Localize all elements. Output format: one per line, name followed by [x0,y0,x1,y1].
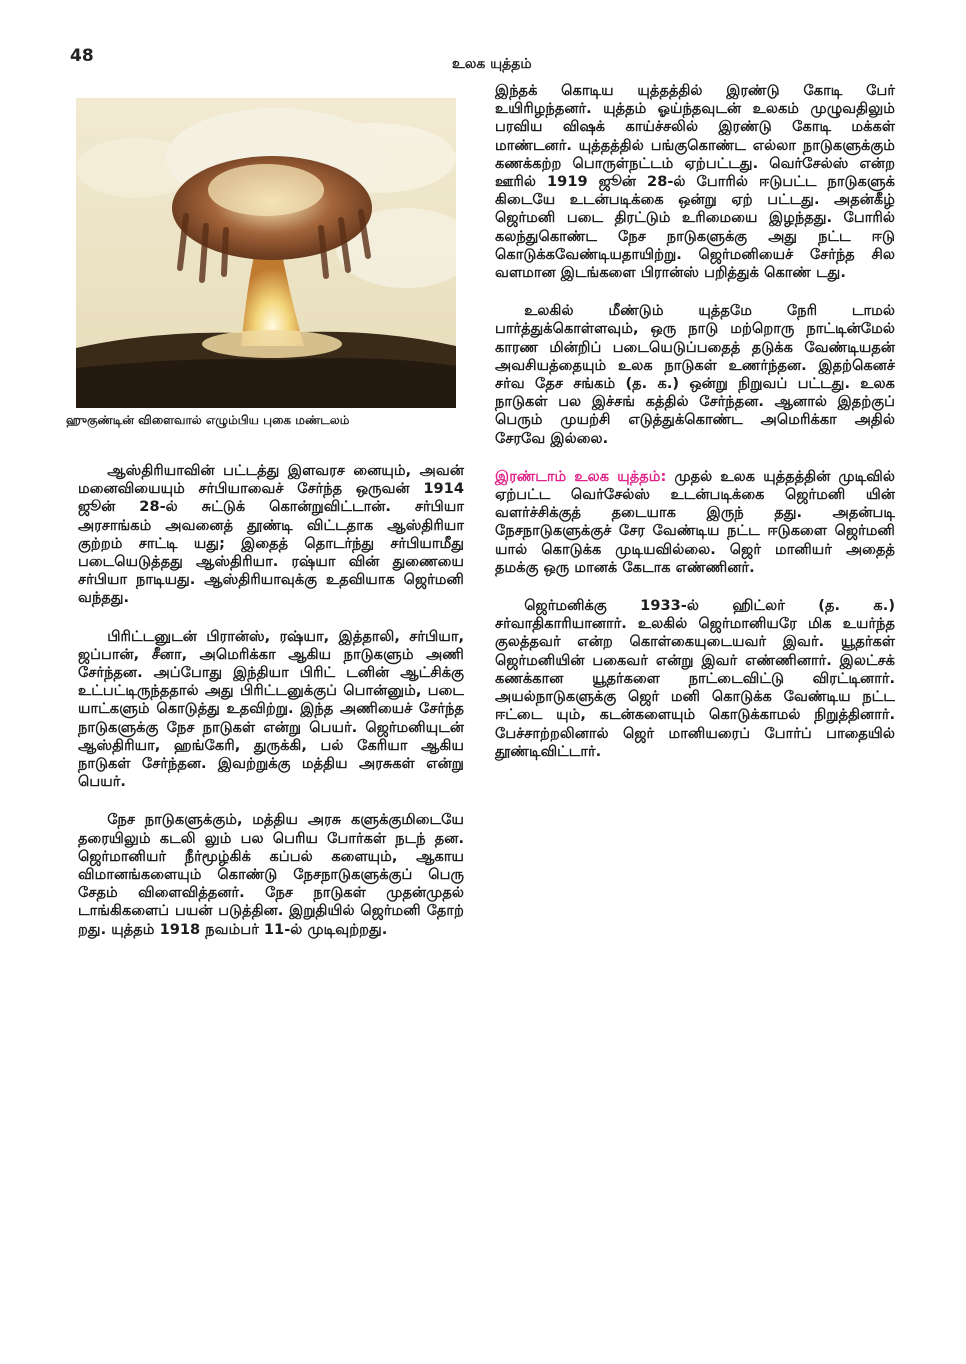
paragraph: ஜெர்மனிக்கு 1933-ல் ஹிட்லர் (த. க.) சர்வாதிகாரியானார். உலகில் ஜெர்மானியரே மிக உயர்ந்த குலத்தவர் என்ற கொள்கையுடையவர் இவர். யூதர்கள் ஜெர்மனியின் பகைவர் என்று இவர் எண்ணினார். இலட்சக் கணக்கான யூதர்களை நாட்டைவிட்டு விரட்டினார். அயல்நாடுகளுக்கு ஜெர் மனி கொடுக்க வேண்டிய நட்ட ஈட்டை யும், கடன்களையும் கொடுக்காமல் நிறுத்தினார். பேச்சாற்றலினால் ஜெர் மானியரைப் போர்ப் பாதையில் தூண்டிவிட்டார். [495,597,895,760]
paragraph: ஆஸ்திரியாவின் பட்டத்து இளவரச னையும், அவன் மனைவியையும் சர்பியாவைச் சேர்ந்த ஒருவன் 1914 ஜூன் 28-ல் சுட்டுக் கொன்றுவிட்டான். சர்பியா அரசாங்கம் அவனைத் தூண்டி விட்டதாக ஆஸ்திரியா குற்றம் சாட்டி யது; இதைத் தொடர்ந்து சர்பியாமீது படையெடுத்தது ஆஸ்திரியா. ரஷ்யா வின் துணையை சர்பியா நாடியது. ஆஸ்திரியாவுக்கு உதவியாக ஜெர்மனி வந்தது. [78,462,464,607]
right-column [495,82,895,781]
figure-caption: ஹுகுண்டின் விளைவால் எழும்பிய புகை மண்டலம் [66,413,350,427]
left-column [78,462,464,959]
paragraph: பிரிட்டனுடன் பிரான்ஸ், ரஷ்யா, இத்தாலி, சர்பியா, ஜப்பான், சீனா, அமெரிக்கா ஆகிய நாடுகளும் அணி சேர்ந்தன. அப்போது இந்தியா பிரிட் டனின் ஆட்சிக்கு உட்பட்டிருந்ததால் அது பிரிட்டனுக்குப் பொன்னும், படை யாட்களும் கொடுத்து உதவிற்று. இந்த அணியைச் சேர்ந்த நாடுகளுக்கு நேச நாடுகள் என்று பெயர். ஜெர்மனியுடன் ஆஸ்திரியா, ஹங்கேரி, துருக்கி, பல் கேரியா ஆகிய நாடுகள் சேர்ந்தன. இவற்றுக்கு மத்திய அரசுகள் என்று பெயர். [78,627,464,791]
running-title: உலக யுத்தம் [452,56,532,72]
paragraph: இந்தக் கொடிய யுத்தத்தில் இரண்டு கோடி பேர் உயிரிழந்தனர். யுத்தம் ஓய்ந்தவுடன் உலகம் முழுவதிலும் பரவிய விஷக் காய்ச்சலில் இரண்டு கோடி மக்கள் மாண்டனர். யுத்தத்தில் பங்குகொண்ட எல்லா நாடுகளுக்கும் கணக்கற்ற பொருள்நட்டம் ஏற்பட்டது. வெர்சேல்ஸ் என்ற ஊரில் 1919 ஜூன் 28-ல் போரில் ஈடுபட்ட நாடுகளுக் கிடையே உடன்படிக்கை ஒன்று ஏற் பட்டது. அதன்கீழ் ஜெர்மனி படை திரட்டும் உரிமையை இழந்தது. போரில் கலந்துகொண்ட நேச நாடுகளுக்கு அது நட்ட ஈடு கொடுக்கவேண்டியதாயிற்று. ஜெர்மனியைச் சேர்ந்த சில வளமான இடங்களை பிரான்ஸ் பறித்துக் கொண் டது. [495,82,895,282]
page-number: 48 [70,46,94,66]
mushroom-cloud-illustration [76,98,456,408]
section-heading: இரண்டாம் உலக யுத்தம்: [495,467,667,485]
paragraph: உலகில் மீண்டும் யுத்தமே நேரி டாமல் பார்த்துக்கொள்ளவும், ஒரு நாடு மற்றொரு நாட்டின்மேல் காரண மின்றிப் படையெடுப்பதைத் தடுக்க வேண்டியதன் அவசியத்தையும் உலக நாடுகள் உணர்ந்தன. இதற்கெனச் சர்வ தேச சங்கம் (த. க.) ஒன்று நிறுவப் பட்டது. உலக நாடுகள் பல இச்சங் கத்தில் சேர்ந்தன. ஆனால் இதற்குப் பெரும் முயற்சி எடுத்துக்கொண்ட அமெரிக்கா அதில் சேரவே இல்லை. [495,302,895,447]
section-paragraph [495,468,895,577]
paragraph: நேச நாடுகளுக்கும், மத்திய அரசு களுக்குமிடையே தரையிலும் கடலி லும் பல பெரிய போர்கள் நடந் தன. ஜெர்மானியர் நீர்மூழ்கிக் கப்பல் களையும், ஆகாய விமானங்களையும் கொண்டு நேசநாடுகளுக்குப் பெரு சேதம் விளைவித்தனர். நேச நாடுகள் முதன்முதல் டாங்கிகளைப் பயன் படுத்தின. இறுதியில் ஜெர்மனி தோற் றது. யுத்தம் 1918 நவம்பர் 11-ல் முடிவுற்றது. [78,811,464,938]
paragraph-text: முதல் உலக யுத்தத்தின் முடிவில் ஏற்பட்ட வெர்சேல்ஸ் உடன்படிக்கை ஜெர்மனி யின் வளர்ச்சிக்குத் தடையாக இருந் தது. அதன்படி நேசநாடுகளுக்குச் சேர வேண்டிய நட்ட ஈடுகளை ஜெர்மனி யால் கொடுக்க முடியவில்லை. ஜெர் மானியர் அதைத் தமக்கு ஒரு மானக் கேடாக எண்ணினர். [495,467,895,576]
